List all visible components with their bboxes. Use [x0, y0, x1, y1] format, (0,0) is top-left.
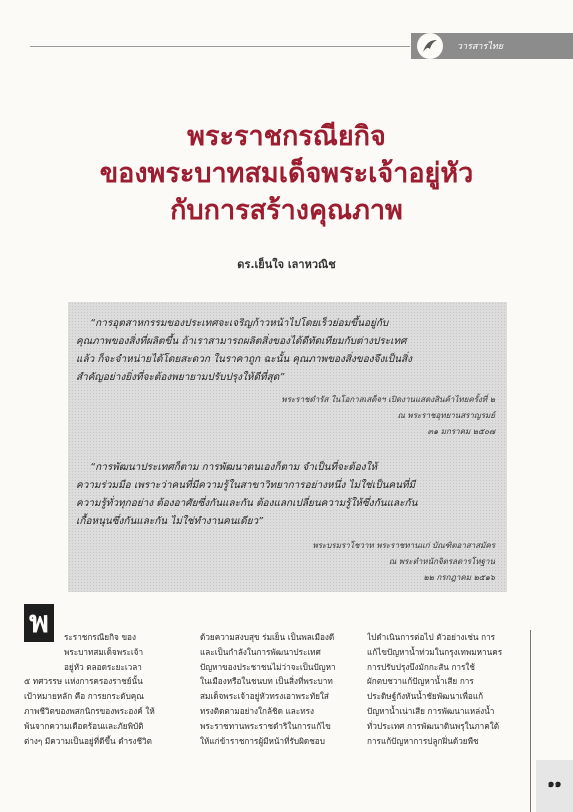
body-line: ในเมืองหรือในชนบท เป็นสิ่งที่พระบาท	[200, 676, 333, 687]
body-line: และเป็นกำลังในการพัฒนาประเทศ	[200, 646, 321, 657]
body-line: ด้วยความสงบสุข ร่มเย็น เป็นพลเมืองดี	[200, 632, 335, 642]
body-line: ๕ ทศวรรษ แห่งการครองราชย์นั้น	[24, 676, 143, 687]
quote-attribution: พระบรมราโชวาท พระราชทานแก่ บัณฑิตอาสาสมัคร	[312, 541, 495, 550]
quote-line: ความรู้ทั่วทุกอย่าง ต้องอาศัยซึ่งกันและกัน ต้องแลกเปลี่ยนความรู้ให้ซึ่งกันและกัน	[76, 498, 418, 509]
quote-line: แล้ว ก็จะจำหน่ายได้โดยสะดวก ในราคาถูก ฉะนั้น คุณภาพของสิ่งของจึงเป็นสิ่ง	[76, 354, 412, 365]
quote-line: สำคัญอย่างยิ่งที่จะต้องพยายามปรับปรุงให้ดีที่สุด”	[76, 372, 285, 383]
title-line: ของพระบาทสมเด็จพระเจ้าอยู่หัว	[99, 158, 474, 189]
body-line: ปัญหาของประชาชนไม่ว่าจะเป็นปัญหา	[200, 661, 336, 672]
article-title	[0, 118, 573, 229]
quote-attribution: ณ พระตำหนักจิตรลดารโหฐาน	[388, 557, 495, 566]
quote-line: คุณภาพของสิ่งที่ผลิตขึ้น ถ้าเราสามารถผลิตสิ่งของได้ดีทัดเทียมกับต่างประเทศ	[76, 336, 407, 347]
body-line: พระบาทสมเด็จพระเจ้า	[64, 646, 144, 657]
body-line: การแก้ปัญหาการปลูกฝิ่นด้วยพืช	[367, 735, 479, 746]
body-line: ผักตบชวาแก้ปัญหาน้ำเสีย การ	[367, 676, 474, 687]
body-line: ปัญหาน้ำเน่าเสีย การพัฒนาแหล่งน้ำ	[367, 705, 495, 716]
body-line: ระราชกรณียกิจ ของ	[64, 632, 136, 642]
quote-box	[68, 302, 507, 592]
title-line: พระราชกรณียกิจ	[187, 121, 386, 152]
quote-line: “การอุตสาหกรรมของประเทศจะเจริญก้าวหน้าไปโดยเร็วย่อมขึ้นอยู่กับ	[90, 318, 389, 329]
page-number-box	[536, 760, 573, 812]
quote-date: ๒๒ กรกฎาคม ๒๕๑๖	[423, 573, 495, 582]
body-column-3	[367, 630, 520, 748]
quote-date: ๓๑ มกราคม ๒๕๐๗	[427, 427, 495, 436]
body-line: แก้ไขปัญหาน้ำท่วมในกรุงเทพมหานคร	[367, 646, 503, 657]
author-byline: ดร.เย็นใจ เลาหวณิช	[237, 258, 336, 271]
dropcap: พ	[24, 604, 54, 642]
margin-rule	[530, 630, 531, 812]
body-line: เป้าหมายหลัก คือ การยกระดับคุณ	[24, 691, 144, 702]
header-rule	[30, 46, 410, 47]
body-line: ประดิษฐ์กังหันน้ำชัยพัฒนาเพื่อแก้	[367, 691, 484, 702]
body-line: การปรับปรุงบึงมักกะสัน การใช้	[367, 661, 475, 672]
body-line: อยู่หัว ตลอดระยะเวลา	[64, 661, 142, 672]
body-column-1	[24, 630, 177, 748]
title-line: กับการสร้างคุณภาพ	[170, 195, 403, 226]
body-line: ให้แก่ข้าราชการผู้มีหน้าที่รับผิดชอบ	[200, 735, 325, 746]
body-line: ไปดำเนินการต่อไป ตัวอย่างเช่น การ	[367, 632, 496, 642]
page-number: ๑๑	[547, 777, 562, 790]
body-line: ทรงติดตามอย่างใกล้ชิด และทรง	[200, 705, 314, 716]
section-header	[411, 33, 573, 59]
quote-line: “การพัฒนาประเทศก็ตาม การพัฒนาตนเองก็ตาม จำเป็นที่จะต้องให้	[90, 462, 378, 473]
body-line: ทั่วประเทศ การพัฒนาดินพรุในภาคใต้	[367, 720, 500, 731]
quote-line: เกื้อหนุนซึ่งกันและกัน ไม่ใช่ทำงานคนเดียว”	[76, 516, 264, 527]
body-line: สมเด็จพระเจ้าอยู่หัวทรงเอาพระทัยใส่	[200, 691, 329, 702]
bird-logo-icon	[417, 33, 443, 59]
quote-line: ความร่วมมือ เพราะว่าคนที่มีความรู้ในสาขาวิทยาการอย่างหนึ่ง ไม่ใช่เป็นคนที่มี	[76, 480, 416, 491]
body-line: ต่างๆ มีความเป็นอยู่ที่ดีขึ้น ดำรงชีวิต	[24, 735, 152, 746]
body-line: ภาพชีวิตของพสกนิกรของพระองค์ ให้	[24, 705, 155, 716]
body-column-2	[200, 630, 353, 748]
quote-attribution: พระราชดำรัส ในโอกาสเสด็จฯ เปิดงานแสดงสินค้าไทยครั้งที่ ๒	[281, 395, 495, 404]
section-label: วารสารไทย	[457, 42, 504, 52]
quote-attribution: ณ พระราชอุทยานสราญรมย์	[397, 411, 495, 420]
body-line: พ้นจากความเดือดร้อนและภัยพิบัติ	[24, 720, 144, 731]
body-line: พระราชทานพระราชดำริในการแก้ไข	[200, 720, 331, 731]
